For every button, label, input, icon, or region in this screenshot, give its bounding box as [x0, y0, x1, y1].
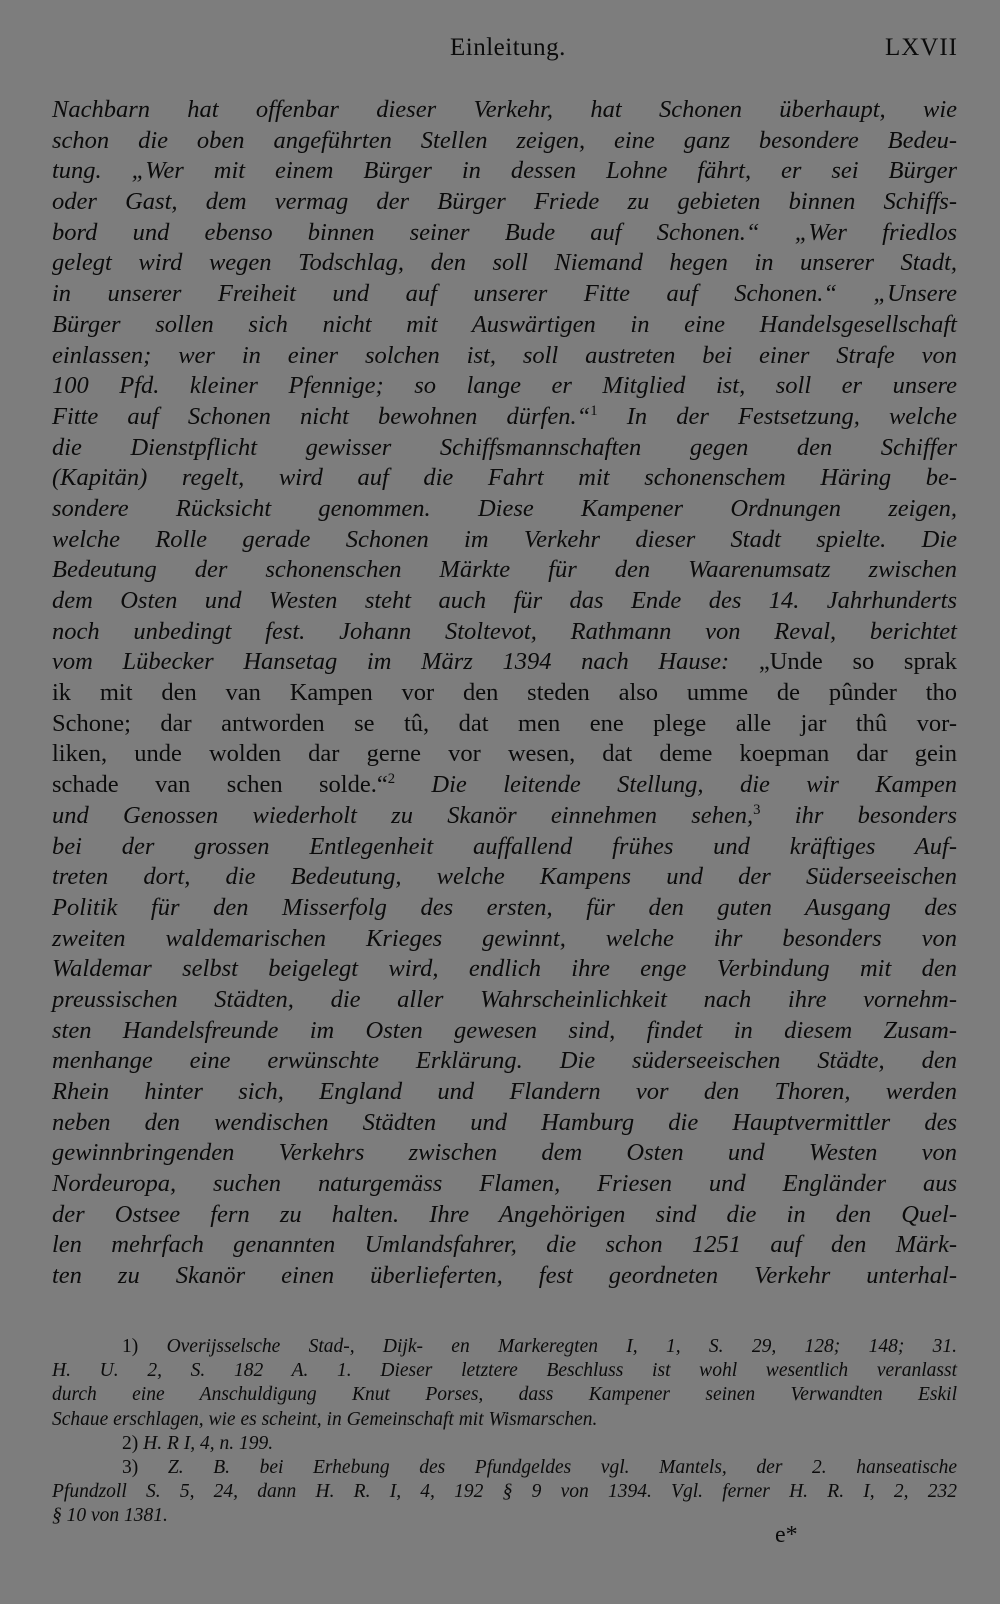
quoted-low-german-text: „Unde so sprak [758, 648, 957, 676]
body-text [52, 95, 957, 1292]
text-line: 100 Pfd. kleiner Pfennige; so lange er Mitglied ist, soll er unsere [52, 372, 957, 400]
text-line: menhange eine erwünschte Erklärung. Die süderseeischen Städte, den [52, 1047, 957, 1075]
footnote-text: H. R I, 4, n. 199. [143, 1432, 274, 1454]
text-line [52, 402, 957, 433]
text-line: Bedeutung der schonenschen Märkte für den Waarenumsatz zwischen [52, 556, 957, 584]
text-line: Nachbarn hat offenbar dieser Verkehr, hat Schonen überhaupt, wie [52, 96, 957, 123]
signature-mark: e* [775, 1522, 798, 1548]
text-line: bei der grossen Entlegenheit auffallend frühes und kräftiges Auf- [52, 832, 957, 860]
footnote-text: Schaue erschlagen, wie es scheint, in Gemeinschaft mit Wismarschen. [52, 1408, 598, 1430]
text-line: gelegt wird wegen Todschlag, den soll Niemand hegen in unserer Stadt, [52, 249, 957, 277]
text-line: liken, unde wolden dar gerne vor wesen, dat deme koepman dar gein [52, 740, 957, 768]
text-line: die Dienstpflicht gewisser Schiffsmannschaften gegen den Schiffer [52, 433, 957, 461]
footnote-line [52, 1504, 957, 1528]
text-run: Fitte auf Schonen nicht bewohnen dürfen.“ [52, 402, 591, 430]
text-line [52, 770, 957, 801]
text-run: ihr besonders [760, 801, 957, 829]
footnote-number: 1) [122, 1336, 167, 1357]
text-line: einlassen; wer in einer solchen ist, soll austreten bei einer Strafe von [52, 341, 957, 369]
footnote-number: 2) [122, 1432, 144, 1454]
page-numeral: LXVII [884, 34, 958, 61]
footnote-text: Z. B. bei Erhebung des Pfundgeldes vgl. Mantels, der 2. hanseatische [167, 1456, 957, 1478]
text-line: gewinnbringenden Verkehrs zwischen dem Osten und Westen von [52, 1139, 957, 1167]
text-line: in unserer Freiheit und auf unserer Fitte auf Schonen.“ „Unsere [52, 280, 957, 308]
text-line [52, 647, 957, 678]
running-title: Einleitung. [450, 34, 566, 61]
footnote-marker: 1 [590, 402, 598, 419]
footnote-text: Pfundzoll S. 5, 24, dann H. R. I, 4, 192 § 9 von 1394. Vgl. ferner H. R. I, 2, 232 [52, 1481, 957, 1503]
text-line: ik mit den van Kampen vor den steden also umme de pûnder tho [52, 679, 957, 707]
footnote-line [52, 1456, 957, 1480]
footnote-line [52, 1408, 957, 1432]
text-line: sondere Rücksicht genommen. Diese Kampener Ordnungen zeigen, [52, 494, 957, 522]
text-line: Schone; dar antworden se tû, dat men ene plege alle jar thû vor- [52, 709, 957, 737]
footnote-line [52, 1335, 957, 1359]
text-line: dem Osten und Westen steht auch für das Ende des 14. Jahrhunderts [52, 587, 957, 614]
text-line: schon die oben angeführten Stellen zeigen, eine ganz besondere Bedeu- [52, 126, 957, 154]
footnote-text: Overijsselsche Stad-, Dijk- en Markeregten I, 1, S. 29, 128; 148; 31. [166, 1336, 957, 1357]
footnote-marker: 3 [753, 801, 761, 818]
text-line: ten zu Skanör einen überlieferten, fest geordneten Verkehr unterhal- [52, 1262, 957, 1290]
footnote-line [52, 1359, 957, 1383]
running-head [0, 34, 1000, 68]
text-line: Politik für den Misserfolg des ersten, für den guten Ausgang des [52, 893, 957, 921]
text-line [52, 801, 957, 832]
footnotes [52, 1335, 957, 1529]
footnote-number: 3) [122, 1456, 168, 1478]
text-run: vom Lübecker Hansetag im März 1394 nach Hause: [52, 648, 759, 676]
text-line: treten dort, die Bedeutung, welche Kampens und der Süderseeischen [52, 863, 957, 891]
text-line: zweiten waldemarischen Krieges gewinnt, welche ihr besonders von [52, 924, 957, 952]
footnote-line [52, 1480, 957, 1504]
text-run: In der Festsetzung, welche [597, 402, 957, 430]
text-line: bord und ebenso binnen seiner Bude auf Schonen.“ „Wer friedlos [52, 218, 957, 246]
text-line: preussischen Städten, die aller Wahrscheinlichkeit nach ihre vornehm- [52, 985, 957, 1013]
text-line: Rhein hinter sich, England und Flandern vor den Thoren, werden [52, 1078, 957, 1105]
text-line: oder Gast, dem vermag der Bürger Friede zu gebieten binnen Schiffs- [52, 188, 957, 216]
footnote-text: H. U. 2, S. 182 A. 1. Dieser letztere Beschluss ist wohl wesentlich veranlasst [52, 1360, 957, 1382]
quoted-low-german-text: schade van schen solde.“ [52, 771, 388, 799]
text-line: sten Handelsfreunde im Osten gewesen sind, findet in diesem Zusam- [52, 1016, 957, 1044]
footnote-text: durch eine Anschuldigung Knut Porses, dass Kampener seinen Verwandten Eskil [52, 1384, 957, 1406]
footnote-line [52, 1383, 957, 1407]
text-line: Nordeuropa, suchen naturgemäss Flamen, Friesen und Engländer aus [52, 1170, 957, 1198]
text-line: neben den wendischen Städten und Hamburg die Hauptvermittler des [52, 1108, 957, 1136]
text-run: Die leitende Stellung, die wir Kampen [395, 771, 957, 799]
footnote-marker: 2 [387, 770, 396, 787]
footnote-line [52, 1432, 957, 1456]
text-line: len mehrfach genannten Umlandsfahrer, die schon 1251 auf den Märk- [52, 1231, 957, 1259]
text-line: noch unbedingt fest. Johann Stoltevot, Rathmann von Reval, berichtet [52, 617, 957, 645]
text-line: welche Rolle gerade Schonen im Verkehr dieser Stadt spielte. Die [52, 525, 957, 553]
text-line: Waldemar selbst beigelegt wird, endlich ihre enge Verbindung mit den [52, 955, 957, 983]
text-line: der Ostsee fern zu halten. Ihre Angehörigen sind die in den Quel- [52, 1200, 957, 1228]
text-line: tung. „Wer mit einem Bürger in dessen Lohne fährt, er sei Bürger [52, 157, 957, 185]
text-line: (Kapitän) regelt, wird auf die Fahrt mit schonenschem Häring be- [52, 464, 957, 492]
text-run: und Genossen wiederholt zu Skanör einnehmen sehen, [52, 801, 754, 829]
footnote-text: § 10 von 1381. [52, 1505, 168, 1527]
text-line: Bürger sollen sich nicht mit Auswärtigen in eine Handelsgesellschaft [52, 310, 957, 338]
